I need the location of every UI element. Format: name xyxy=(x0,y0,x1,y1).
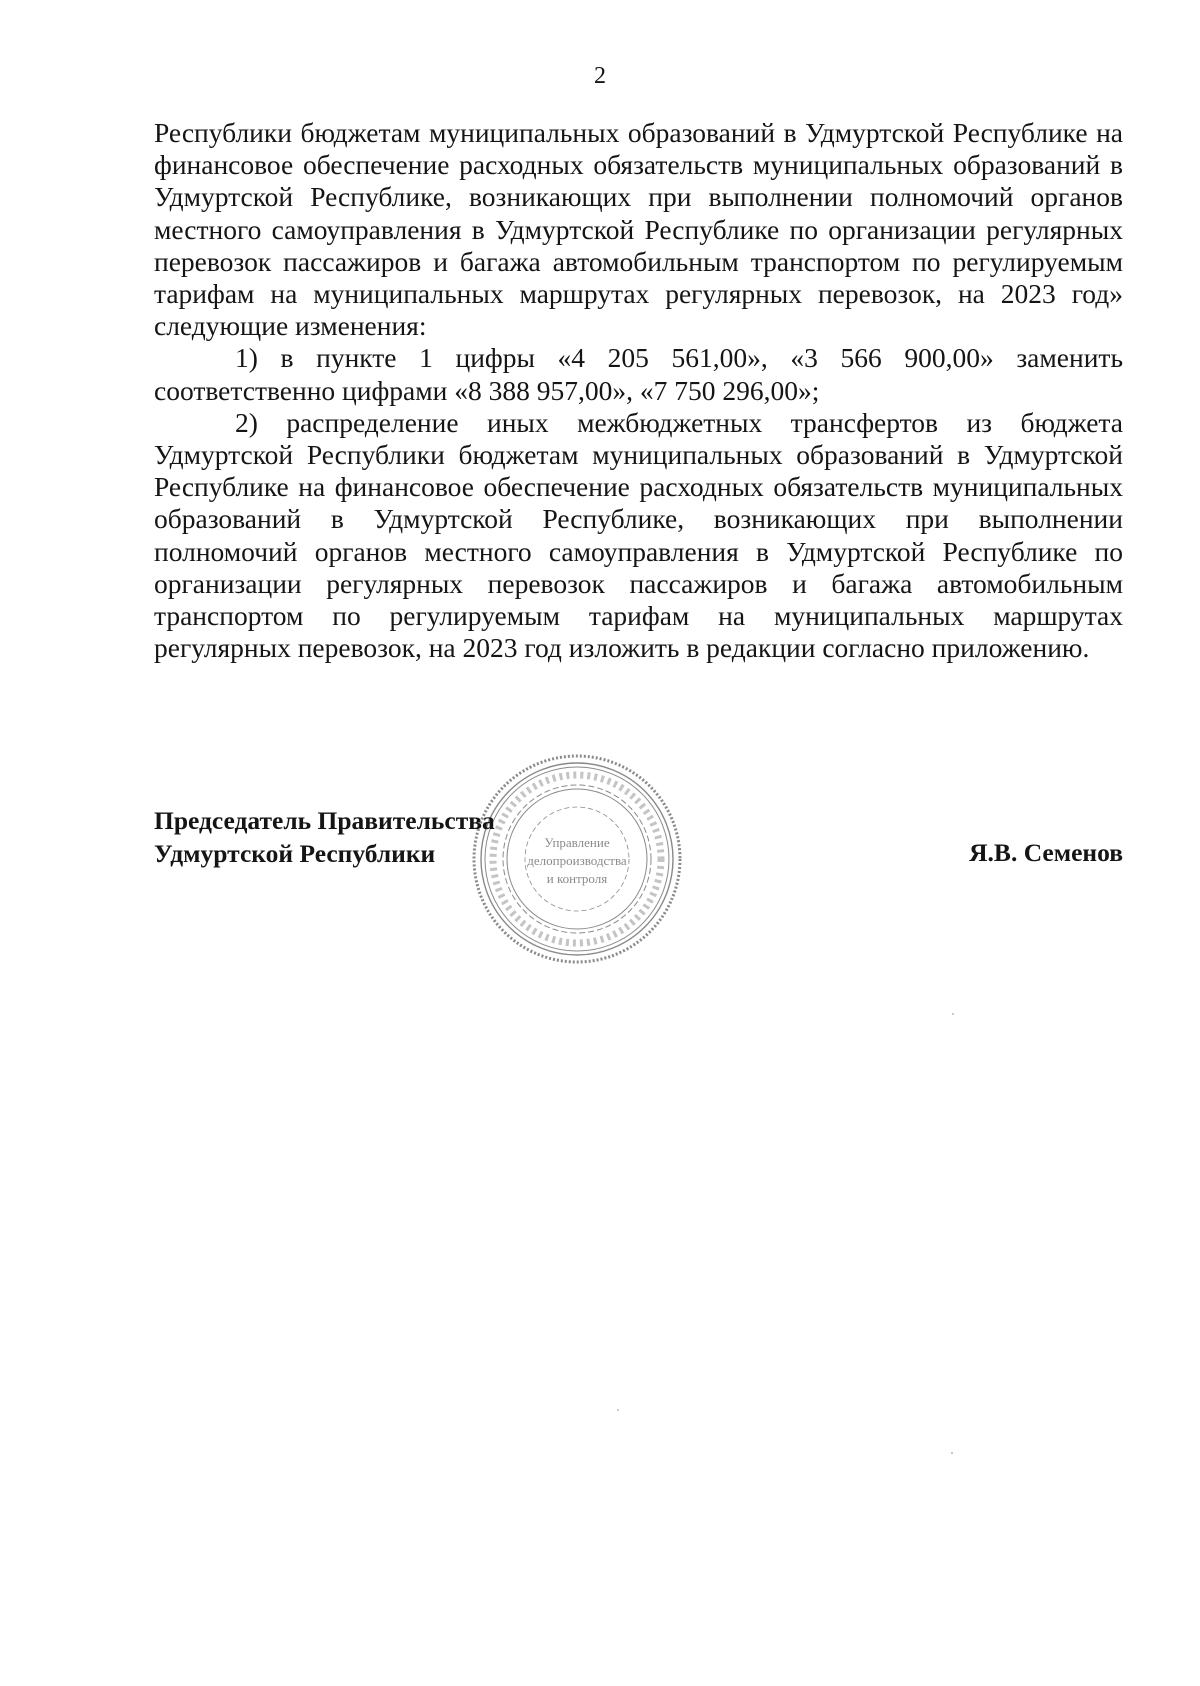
scan-speck xyxy=(952,1013,954,1015)
page-number: 2 xyxy=(594,63,606,89)
signatory-title xyxy=(154,805,495,870)
paragraph-continuation: Республики бюджетам муниципальных образований в Удмуртской Республике на финансовое обеспечение расходных обязательств муниципальных образований в Удмуртской Республике, возникающих при выполнении полномочий органов местного самоуправления в Удмуртской Республике по организации регулярных перевозок пассажиров и багажа автомобильным транспортом по регулируемым тарифам на муниципальных маршрутах регулярных перевозок, на 2023 год» следующие изменения: xyxy=(154,117,1123,342)
stamp-text-line-2: делопроизводства xyxy=(527,853,627,868)
paragraph-item-2: 2) распределение иных межбюджетных трансфертов из бюджета Удмуртской Республики бюджетам муниципальных образований в Удмуртской Республике на финансовое обеспечение расходных обязательств муниципальных образований в Удмуртской Республике, возникающих при выполнении полномочий органов местного самоуправления в Удмуртской Республике по организации регулярных перевозок пассажиров и багажа автомобильным транспортом по регулируемым тарифам на муниципальных маршрутах регулярных перевозок, на 2023 год изложить в редакции согласно приложению. xyxy=(154,406,1123,664)
stamp-text-line-1: Управление xyxy=(544,835,610,850)
document-body xyxy=(154,117,1123,664)
scan-speck xyxy=(951,1452,953,1454)
signature-block xyxy=(154,805,1123,875)
stamp-text-line-3: и контроля xyxy=(546,871,608,886)
signatory-name: Я.В. Семенов xyxy=(969,838,1123,867)
signatory-title-line-1: Председатель Правительства xyxy=(154,806,495,835)
scan-speck xyxy=(617,1409,619,1411)
paragraph-item-1: 1) в пункте 1 цифры «4 205 561,00», «3 566 900,00» заменить соответственно цифрами «8 388 957,00», «7 750 296,00»; xyxy=(154,342,1123,406)
signatory-title-line-2: Удмуртской Республики xyxy=(154,838,436,868)
